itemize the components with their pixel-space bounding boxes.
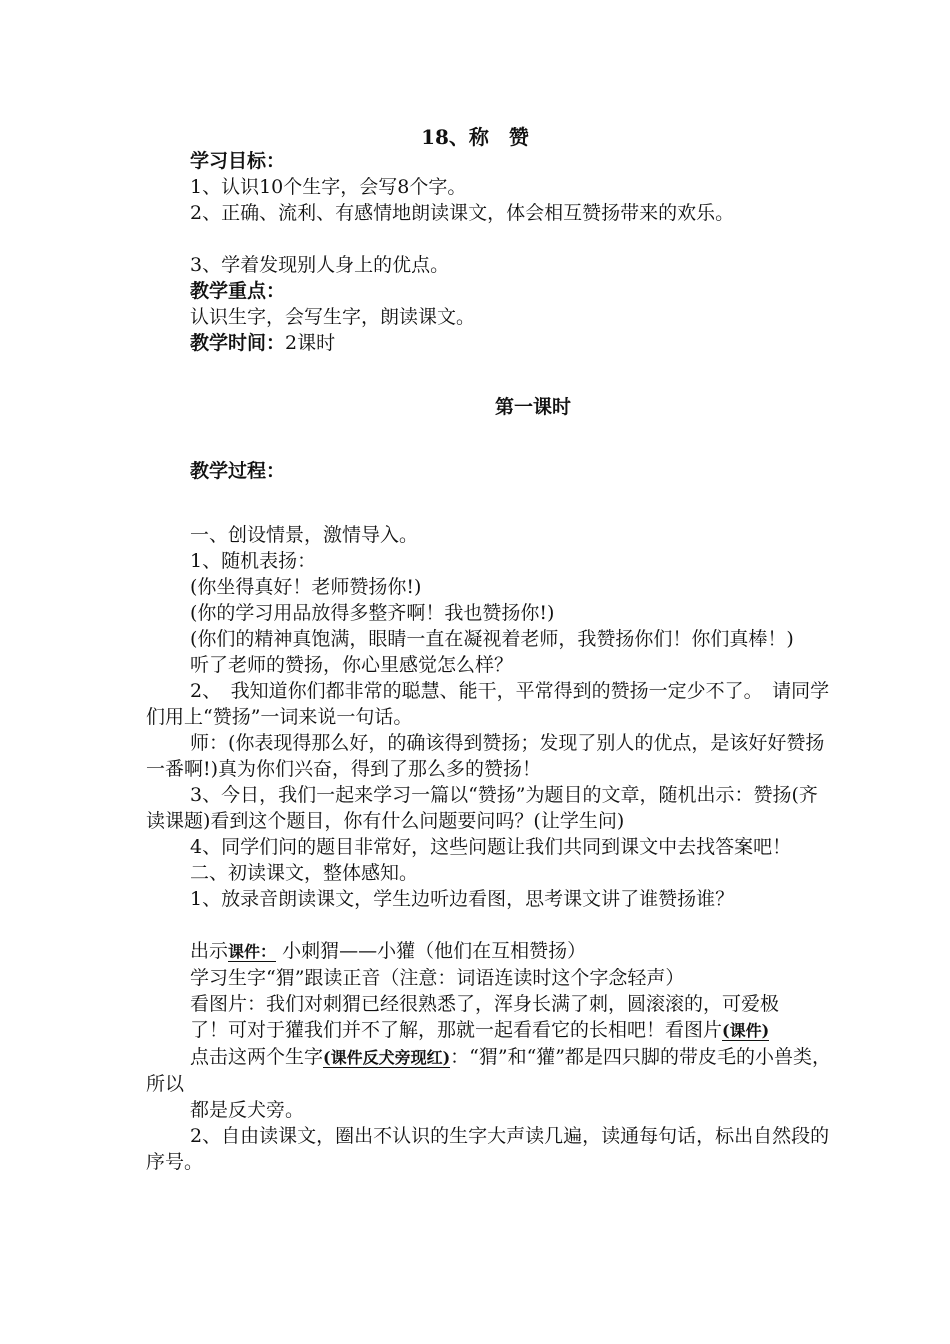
paragraph: (你们的精神真饱满，眼睛一直在凝视着老师，我赞扬你们！你们真棒！): [190, 628, 794, 650]
courseware-tag: (课件): [722, 1021, 770, 1040]
focus-text: 认识生字，会写生字，朗读课文。: [190, 306, 476, 328]
paragraph: 1、放录音朗读课文，学生边听边看图，思考课文讲了谁赞扬谁？: [190, 888, 735, 910]
lesson-heading: 第一课时: [494, 396, 571, 418]
objectives-label: 学习目标：: [190, 150, 286, 172]
paragraph: 听了老师的赞扬，你心里感觉怎么样？: [190, 654, 514, 676]
picture-text: 了！可对于獾我们并不了解，那就一起看看它的长相吧！看图片: [190, 1019, 723, 1041]
paragraph: 3、今日，我们一起来学习一篇以“赞扬”为题目的文章，随机出示：赞扬(齐读课题)看到这个题目，你有什么问题要问吗？(让学生问): [146, 784, 818, 832]
courseware-tag: (课件反犬旁现红): [323, 1048, 451, 1067]
paragraph: 师：(你表现得那么好，的确该得到赞扬；发现了别人的优点，是该好好赞扬一番啊!)真为你们兴奋，得到了那么多的赞扬！: [146, 732, 825, 780]
objective-3: 3、学着发现别人身上的优点。: [190, 254, 450, 276]
click-line: [146, 1044, 836, 1097]
paragraph: 1、随机表扬：: [190, 550, 317, 572]
time-value: 2课时: [285, 332, 336, 354]
show-text: 小刺猬——小獾（他们在互相赞扬）: [282, 940, 587, 962]
time-line: [146, 330, 836, 356]
paragraph: (你坐得真好！老师赞扬你!): [190, 576, 422, 598]
paragraph: 一、创设情景，激情导入。: [190, 524, 419, 546]
picture-line-2: [146, 1017, 836, 1044]
focus-label: 教学重点：: [190, 280, 286, 302]
time-label: 教学时间：: [190, 332, 286, 354]
objective-1: 1、认识10个生字，会写8个字。: [190, 176, 467, 198]
document-title: 18、称 赞: [421, 125, 529, 149]
picture-line-1: 看图片：我们对刺猬已经很熟悉了，浑身长满了刺，圆滚滚的，可爱极: [190, 993, 780, 1015]
click-prefix: 点击这两个生字: [190, 1046, 324, 1068]
click-line-2: 都是反犬旁。: [190, 1099, 305, 1121]
last-paragraph: 2、自由读课文，圈出不认识的生字大声读几遍，读通每句话，标出自然段的序号。: [146, 1125, 830, 1173]
click-text: ：“猬”和“獾”都是四只脚的带皮毛的小兽类，所以: [146, 1046, 832, 1095]
process-label: 教学过程：: [190, 460, 286, 482]
learn-line: 学习生字“猬”跟读正音（注意：词语连读时这个字念轻声）: [190, 967, 685, 989]
paragraph: 4、同学们问的题目非常好，这些问题让我们共同到课文中去找答案吧！: [190, 836, 792, 858]
paragraph: (你的学习用品放得多整齐啊！我也赞扬你!): [190, 602, 555, 624]
objective-2: 2、正确、流利、有感情地朗读课文，体会相互赞扬带来的欢乐。: [190, 202, 735, 224]
document-body: [146, 148, 836, 1175]
show-line: [146, 938, 836, 965]
paragraph: 二、初读课文，整体感知。: [190, 862, 419, 884]
paragraph: 2、 我知道你们都非常的聪慧、能干，平常得到的赞扬一定少不了。 请同学们用上“赞扬”一词来说一句话。: [146, 680, 830, 728]
courseware-tag: 课件：: [228, 942, 277, 961]
show-prefix: 出示: [190, 940, 229, 962]
